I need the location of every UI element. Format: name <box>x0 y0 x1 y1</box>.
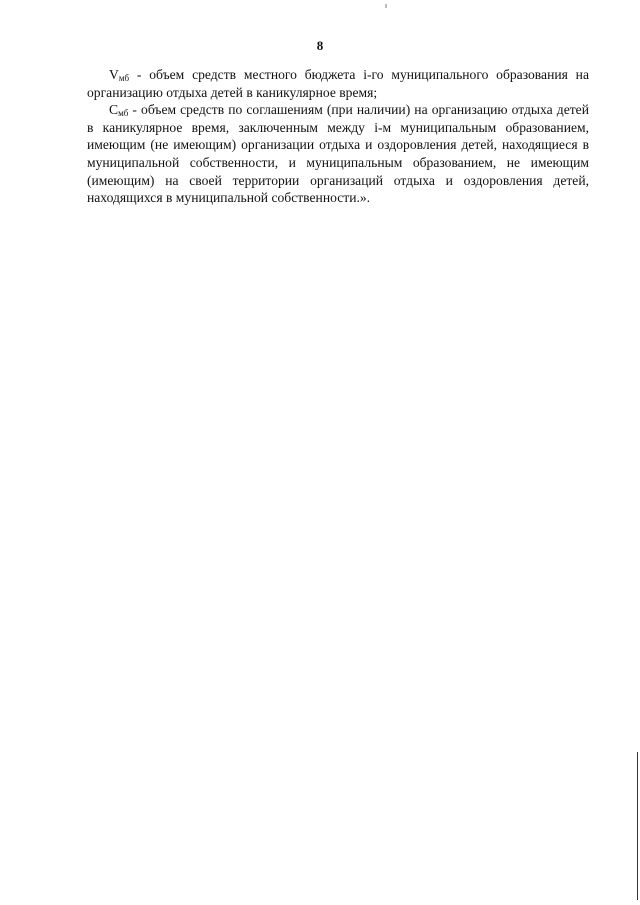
scan-edge-line <box>637 752 638 900</box>
definition-text: - объем средств местного бюджета i-го муниципального образования на организацию отдыха детей в каникулярное время; <box>87 67 589 100</box>
formula-symbol-v: V <box>109 67 119 82</box>
definition-text: - объем средств по соглашениям (при наличии) на организацию отдыха детей в каникулярное время, заключенным между i-м муниципальным образованием, имеющим (не имеющим) организации отдыха и оздоровления детей, находящиеся в муниципальной собственности, и муниципальным образованием, не имеющим (имеющим) на своей территории организаций отдыха и оздоровления детей, находящихся в муниципальной собственности.». <box>87 102 589 206</box>
formula-subscript: мб <box>118 73 130 83</box>
definition-paragraph-c-mb <box>87 101 589 207</box>
scan-artifact-mark <box>385 4 387 8</box>
document-body <box>87 66 589 207</box>
formula-subscript: мб <box>118 108 129 119</box>
definition-paragraph-v-mb <box>87 66 589 101</box>
page-number: 8 <box>316 38 324 53</box>
formula-symbol-c: C <box>109 102 119 118</box>
